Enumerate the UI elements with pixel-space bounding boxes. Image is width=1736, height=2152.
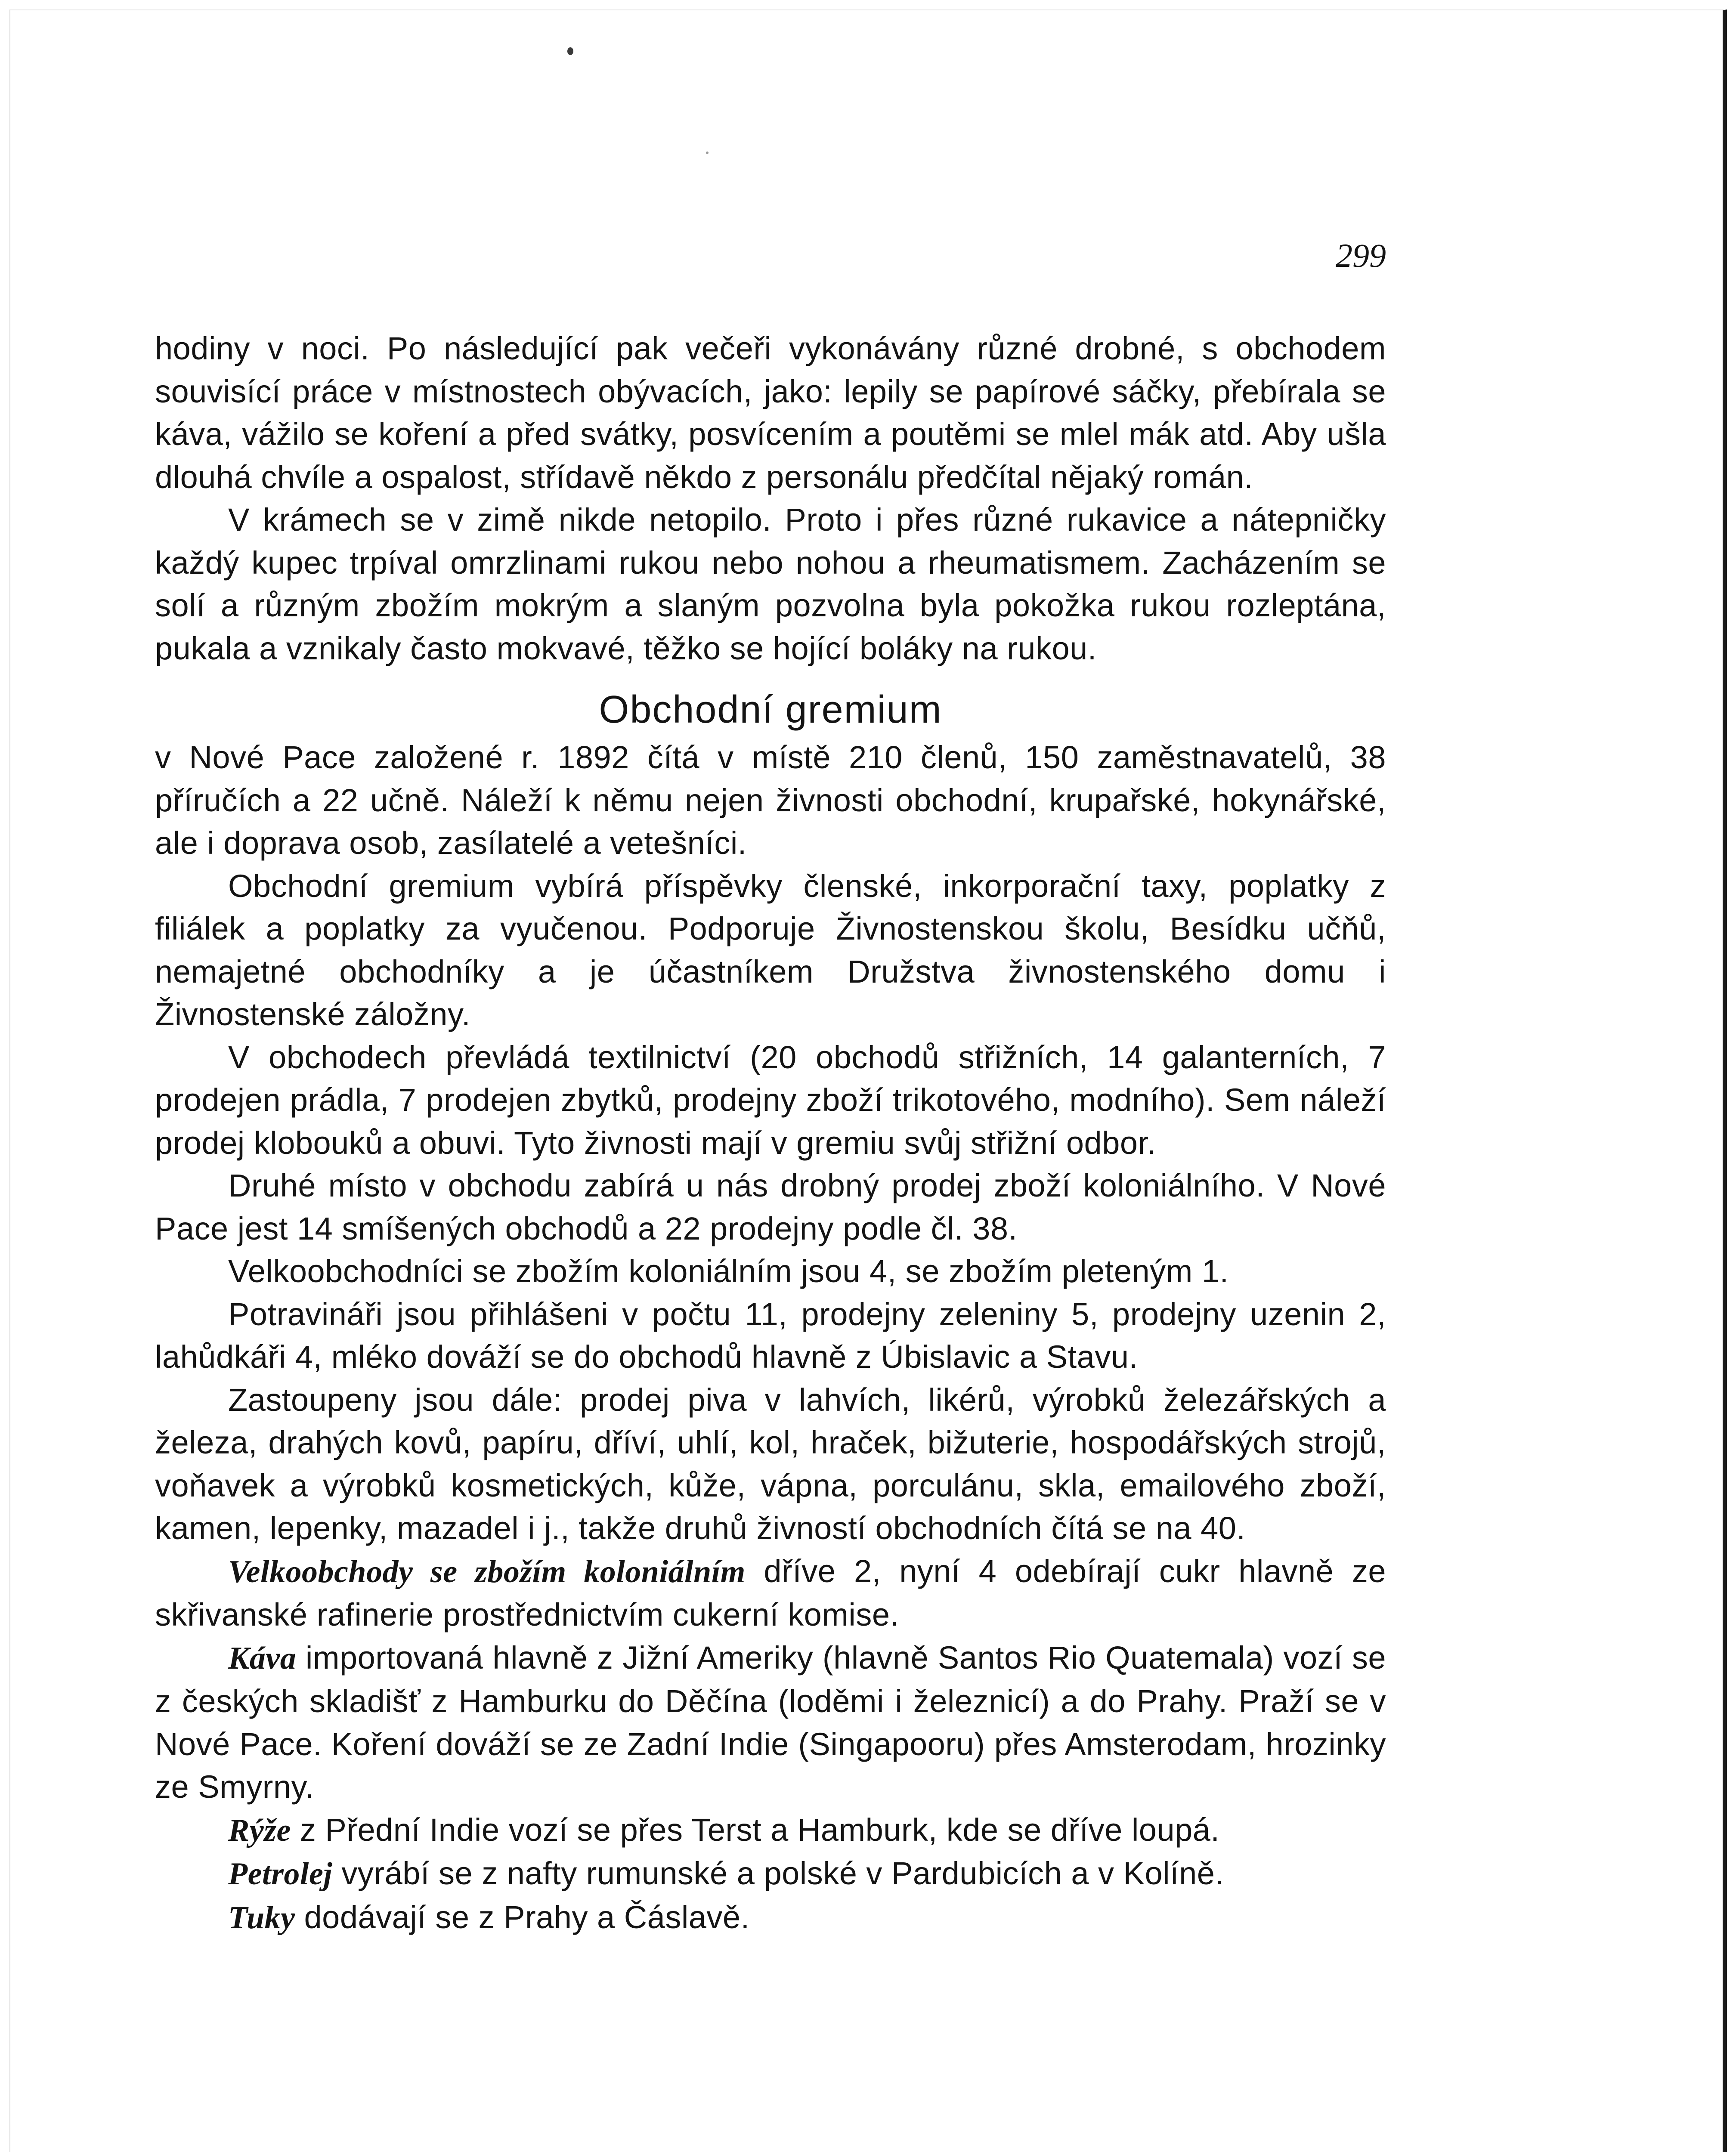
paragraph-fats bbox=[155, 1896, 1386, 1940]
paragraph-text: dodávají se z Prahy a Čáslavě. bbox=[295, 1899, 750, 1935]
lead-term: Petrolej bbox=[228, 1856, 333, 1892]
paragraph-colonial-goods: Druhé místo v obchodu zabírá u nás drobný prodej zboží koloniálního. V Nové Pace jest 14 smíšených obchodů a 22 prodejny podle čl. 38. bbox=[155, 1168, 1386, 1246]
scan-speck bbox=[567, 47, 573, 55]
paragraph-textile-trade: V obchodech převládá textilnictví (20 obchodů střižních, 14 galanterních, 7 prodejen prádla, 7 prodejen zbytků, prodejny zboží trikotového, modního). Sem náleží prodej klobouků a obuvi. Tyto živnosti mají v gremiu svůj střižní odbor. bbox=[155, 1039, 1386, 1161]
paragraph-other-trades: Zastoupeny jsou dále: prodej piva v lahvích, likérů, výrobků železářských a železa, drahých kovů, papíru, dříví, uhlí, kol, hraček, bižuterie, hospodářských strojů, voňavek a výrobků kosmetických, kůže, vápna, porculánu, skla, emailového zboží, kamen, lepenky, mazadel i j., takže druhů živností obchodních čítá se na 40. bbox=[155, 1382, 1386, 1546]
page-body bbox=[155, 327, 1386, 1939]
scan-speck bbox=[706, 152, 709, 154]
section-heading: Obchodní gremium bbox=[599, 688, 942, 731]
paragraph-evening-work: hodiny v noci. Po následující pak večeři vykonávány různé drobné, s obchodem souvisící práce v místnostech obývacích, jako: lepily se papírové sáčky, přebírala se káva, vážilo se koření a před svátky, posvícením a poutěmi se mlel mák atd. Aby ušla dlouhá chvíle a ospalost, střídavě někdo z personálu předčítal nějaký román. bbox=[155, 331, 1386, 495]
paragraph-rice bbox=[155, 1809, 1386, 1852]
paragraph-petroleum bbox=[155, 1852, 1386, 1896]
page-number: 299 bbox=[1336, 237, 1386, 274]
paragraph-wholesale-colonial bbox=[155, 1550, 1386, 1636]
lead-term: Tuky bbox=[228, 1900, 295, 1936]
paragraph-coffee bbox=[155, 1636, 1386, 1809]
lead-term: Rýže bbox=[228, 1812, 291, 1848]
paragraph-wholesalers: Velkoobchodníci se zbožím koloniálním jsou 4, se zbožím pleteným 1. bbox=[228, 1253, 1229, 1289]
paragraph-text: dříve 2, nyní 4 odebírají cukr hlavně ze skřivanské rafinerie prostřednictvím cukerní komise. bbox=[155, 1553, 1386, 1633]
paragraph-gremium-founding: v Nové Pace založené r. 1892 čítá v místě 210 členů, 150 zaměstnavatelů, 38 příručích a 22 učně. Náleží k němu nejen živnosti obchodní, krupařské, hokynářské, ale i doprava osob, zasílatelé a vetešníci. bbox=[155, 739, 1386, 861]
paragraph-text: vyrábí se z nafty rumunské a polské v Pardubicích a v Kolíně. bbox=[332, 1855, 1224, 1891]
paragraph-text: importovaná hlavně z Jižní Ameriky (hlavně Santos Rio Quatemala) vozí se z českých skladišť z Hamburku do Děčína (loděmi i železnicí) a do Prahy. Praží se v Nové Pace. Koření dováží se ze Zadní Indie (Singapooru) přes Amsterodam, hrozinky ze Smyrny. bbox=[155, 1639, 1386, 1805]
paragraph-text: z Přední Indie vozí se přes Terst a Hamburk, kde se dříve loupá. bbox=[291, 1812, 1220, 1848]
paragraph-gremium-fees: Obchodní gremium vybírá příspěvky členské, inkorporační taxy, poplatky z filiálek a poplatky za vyučenou. Podporuje Živnostenskou školu, Besídku učňů, nemajetné obchodníky a je účastníkem Družstva živnostenského domu i Živnostenské záložny. bbox=[155, 868, 1386, 1032]
paragraph-grocers: Potravináři jsou přihlášeni v počtu 11, prodejny zeleniny 5, prodejny uzenin 2, lahůdkáři 4, mléko dováží se do obchodů hlavně z Úbislavic a Stavu. bbox=[155, 1296, 1386, 1375]
lead-term: Velkoobchody se zbožím koloniálním bbox=[228, 1554, 746, 1589]
paragraph-unheated-shops: V krámech se v zimě nikde netopilo. Proto i přes různé rukavice a nátepničky každý kupec trpíval omrzlinami rukou nebo nohou a rheumatismem. Zacházením se solí a různým zbožím mokrým a slaným pozvolna byla pokožka rukou rozleptána, pukala a vznikaly často mokvavé, těžko se hojící boláky na rukou. bbox=[155, 502, 1386, 666]
lead-term: Káva bbox=[228, 1640, 297, 1676]
